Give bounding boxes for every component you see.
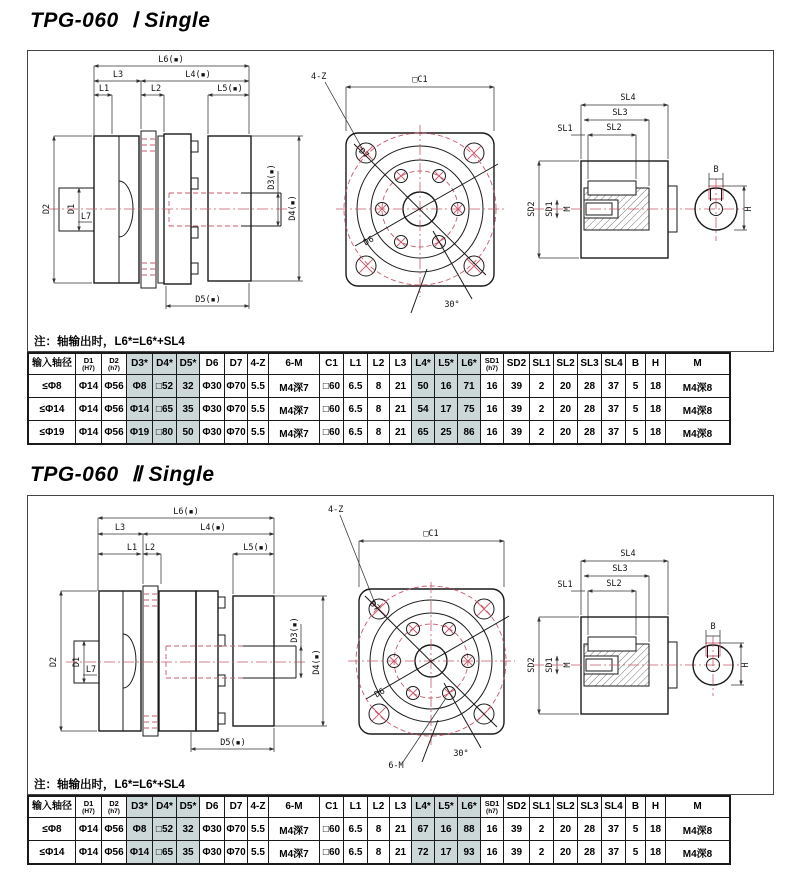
spec-cell: 5.5 (248, 398, 269, 421)
column-header: D1 (H7) (76, 353, 102, 375)
column-header: L6* (458, 353, 481, 375)
spec-cell: Φ19 (127, 421, 153, 445)
spec-cell: 5.5 (248, 841, 269, 865)
column-header: 6-M (269, 796, 320, 818)
column-header: SL2 (554, 353, 578, 375)
dim-label-d5: D5(▪) (195, 295, 221, 305)
header-row (28, 796, 730, 818)
spec-cell: Φ14 (76, 398, 102, 421)
column-header: D2 (h7) (102, 353, 127, 375)
column-header: L5* (435, 796, 458, 818)
dim-label-sd2: SD2 (527, 657, 537, 673)
column-header: L3 (390, 353, 412, 375)
spec-cell: 39 (504, 398, 530, 421)
spec-cell: □60 (320, 421, 344, 445)
column-header: L2 (368, 796, 390, 818)
spec-cell: 2 (530, 841, 554, 865)
dim-label-l4: L4(▪) (185, 70, 211, 80)
spec-cell: 39 (504, 818, 530, 841)
dim-label-4z: 4-Z (311, 72, 327, 82)
spec-cell: Φ30 (200, 421, 225, 445)
column-header: D7 (225, 353, 248, 375)
column-header: D3* (127, 353, 153, 375)
spec-cell: Φ56 (102, 421, 127, 445)
spec-cell: M4深8 (666, 375, 731, 398)
column-header: D7 (225, 796, 248, 818)
spec-cell: 39 (504, 375, 530, 398)
spec-cell: Φ14 (76, 818, 102, 841)
column-header: L4* (412, 353, 435, 375)
column-header: 4-Z (248, 796, 269, 818)
spec-cell: 6.5 (344, 398, 368, 421)
dim-label-h: H (741, 662, 751, 668)
spec-cell: 17 (435, 398, 458, 421)
spec-cell: 5 (626, 375, 646, 398)
column-header: SD2 (504, 796, 530, 818)
spec-cell: □65 (153, 398, 177, 421)
dim-label-sl1: SL1 (557, 124, 573, 134)
dim-label-30deg: 30° (453, 749, 469, 759)
spec-cell: Φ30 (200, 818, 225, 841)
spec-cell: □60 (320, 398, 344, 421)
column-header: SL4 (602, 796, 626, 818)
spec-row (28, 818, 730, 841)
spec-cell: 28 (578, 841, 602, 865)
column-header: D5* (177, 353, 200, 375)
dim-label-d1: D1 (72, 656, 82, 668)
spec-cell: 20 (554, 841, 578, 865)
dim-label-d7: D7 (367, 599, 382, 614)
spec-cell: Φ56 (102, 818, 127, 841)
spec-cell: □65 (153, 841, 177, 865)
spec-cell: 35 (177, 398, 200, 421)
column-header: C1 (320, 353, 344, 375)
spec-cell: Φ56 (102, 841, 127, 865)
column-header: D5* (177, 796, 200, 818)
spec-cell: Φ56 (102, 398, 127, 421)
spec-cell: M4深7 (269, 398, 320, 421)
column-header: H (646, 796, 666, 818)
spec-cell: Φ8 (127, 818, 153, 841)
spec-cell: 39 (504, 841, 530, 865)
spec-cell: □60 (320, 818, 344, 841)
column-header: 6-M (269, 353, 320, 375)
column-header: L5* (435, 353, 458, 375)
dim-label-d6: D6 (362, 234, 376, 249)
spec-cell: Φ8 (127, 375, 153, 398)
dim-label-l1: L1 (126, 543, 138, 553)
front-flange-view-1 (311, 72, 506, 313)
spec-cell: 50 (177, 421, 200, 445)
column-header: L1 (344, 796, 368, 818)
spec-cell: 20 (554, 375, 578, 398)
page-title-tpg060-i: TPG-060 Ⅰ Single (30, 9, 211, 32)
spec-cell: M4深7 (269, 421, 320, 445)
column-header: 输入轴径 (28, 796, 76, 818)
spec-row (28, 421, 730, 445)
column-header: C1 (320, 796, 344, 818)
spec-cell: ≤Φ8 (28, 375, 76, 398)
dim-label-sl2: SL2 (606, 579, 622, 589)
spec-cell: M4深8 (666, 398, 731, 421)
column-header: SL3 (578, 353, 602, 375)
column-header: B (626, 796, 646, 818)
page-title-tpg060-ii: TPG-060 Ⅱ Single (30, 463, 215, 486)
spec-cell: 16 (435, 375, 458, 398)
spec-row (28, 375, 730, 398)
spec-cell: 16 (435, 818, 458, 841)
dim-label-d3: D3(▪) (290, 617, 300, 643)
dim-label-l6: L6(▪) (173, 507, 199, 517)
spec-cell: 5 (626, 398, 646, 421)
dim-label-sd1: SD1 (545, 201, 555, 217)
spec-cell: ≤Φ19 (28, 421, 76, 445)
table-note-2: 注：轴输出时，L6*=L6*+SL4 (34, 779, 185, 791)
dim-label-4z: 4-Z (328, 505, 344, 515)
spec-cell: Φ30 (200, 398, 225, 421)
column-header: D2 (h7) (102, 796, 127, 818)
column-header: SD1 (h7) (481, 796, 504, 818)
spec-cell: 2 (530, 398, 554, 421)
spec-cell: Φ14 (127, 841, 153, 865)
spec-cell: 5 (626, 818, 646, 841)
column-header: SL4 (602, 353, 626, 375)
spec-cell: 86 (458, 421, 481, 445)
technical-drawing-2 (28, 496, 773, 794)
column-header: M (666, 796, 731, 818)
column-header: 输入轴径 (28, 353, 76, 375)
spec-cell: 93 (458, 841, 481, 865)
spec-cell: 32 (177, 818, 200, 841)
dim-label-l4: L4(▪) (200, 523, 226, 533)
dim-label-b: B (710, 622, 716, 632)
spec-row (28, 841, 730, 865)
dim-label-l3: L3 (112, 70, 124, 80)
drawing-area-1 (27, 50, 774, 352)
spec-cell: 37 (602, 841, 626, 865)
spec-cell: □80 (153, 421, 177, 445)
spec-cell: 18 (646, 375, 666, 398)
spec-cell: M4深7 (269, 818, 320, 841)
spec-cell: 67 (412, 818, 435, 841)
spec-cell: 16 (481, 398, 504, 421)
dim-label-d7: D7 (356, 146, 371, 161)
spec-cell: 8 (368, 398, 390, 421)
spec-cell: 18 (646, 398, 666, 421)
spec-cell: 2 (530, 818, 554, 841)
dim-label-sd1: SD1 (545, 657, 555, 673)
dim-label-d2: D2 (42, 203, 52, 215)
column-header: H (646, 353, 666, 375)
spec-cell: 6.5 (344, 421, 368, 445)
spec-cell: M4深7 (269, 841, 320, 865)
spec-cell: 28 (578, 375, 602, 398)
column-header: M (666, 353, 731, 375)
spec-cell: Φ14 (76, 421, 102, 445)
column-header: L2 (368, 353, 390, 375)
spec-cell: Φ14 (76, 375, 102, 398)
spec-cell: 18 (646, 841, 666, 865)
spec-cell: Φ70 (225, 841, 248, 865)
spec-cell: 18 (646, 818, 666, 841)
spec-cell: 6.5 (344, 818, 368, 841)
front-flange-view-2 (328, 505, 515, 771)
spec-cell: 28 (578, 818, 602, 841)
spec-cell: Φ70 (225, 398, 248, 421)
spec-cell: 88 (458, 818, 481, 841)
column-header: L4* (412, 796, 435, 818)
spec-cell: Φ70 (225, 421, 248, 445)
spec-cell: 71 (458, 375, 481, 398)
dim-label-6m: 6-M (388, 761, 404, 771)
spec-cell: 37 (602, 818, 626, 841)
dim-label-l5: L5(▪) (217, 84, 243, 94)
dim-label-d2: D2 (49, 656, 59, 668)
side-section-view-1 (42, 55, 303, 309)
spec-cell: 16 (481, 375, 504, 398)
dim-label-sl3: SL3 (612, 108, 628, 118)
spec-cell: □52 (153, 375, 177, 398)
dim-label-c1: □C1 (412, 75, 428, 85)
dim-label-d3: D3(▪) (267, 164, 277, 190)
spec-cell: 5.5 (248, 375, 269, 398)
spec-cell: □60 (320, 841, 344, 865)
spec-cell: 5 (626, 421, 646, 445)
spec-cell: Φ14 (76, 841, 102, 865)
spec-cell: 2 (530, 421, 554, 445)
spec-cell: 32 (177, 375, 200, 398)
spec-cell: 8 (368, 375, 390, 398)
column-header: L3 (390, 796, 412, 818)
dim-label-c1: □C1 (423, 529, 439, 539)
spec-cell: 16 (481, 818, 504, 841)
column-header: D6 (200, 353, 225, 375)
spec-cell: 50 (412, 375, 435, 398)
spec-cell: 21 (390, 375, 412, 398)
side-section-view-2 (49, 507, 327, 752)
spec-cell: M4深8 (666, 841, 731, 865)
spec-cell: 5.5 (248, 421, 269, 445)
dim-label-l2: L2 (150, 84, 162, 94)
dim-label-sl3: SL3 (612, 564, 628, 574)
spec-cell: ≤Φ14 (28, 841, 76, 865)
dim-label-sl2: SL2 (606, 123, 622, 133)
spec-cell: 20 (554, 818, 578, 841)
spec-cell: 6.5 (344, 841, 368, 865)
spec-cell: 21 (390, 818, 412, 841)
spec-cell: 8 (368, 841, 390, 865)
spec-cell: Φ70 (225, 818, 248, 841)
spec-cell: 28 (578, 398, 602, 421)
dim-label-l2: L2 (144, 543, 156, 553)
spec-cell: 16 (481, 421, 504, 445)
spec-cell: 28 (578, 421, 602, 445)
column-header: D3* (127, 796, 153, 818)
dim-label-sd2: SD2 (527, 201, 537, 217)
dim-label-l5: L5(▪) (243, 543, 269, 553)
dim-label-m: M (563, 206, 573, 212)
column-header: D6 (200, 796, 225, 818)
spec-cell: 75 (458, 398, 481, 421)
dim-label-d4: D4(▪) (312, 649, 322, 675)
column-header: D4* (153, 353, 177, 375)
spec-cell: 35 (177, 841, 200, 865)
spec-cell: 21 (390, 841, 412, 865)
spec-cell: Φ70 (225, 375, 248, 398)
spec-cell: Φ30 (200, 375, 225, 398)
technical-drawing-1 (28, 51, 773, 351)
dim-label-30deg: 30° (444, 300, 460, 310)
spec-cell: 18 (646, 421, 666, 445)
spec-row (28, 398, 730, 421)
spec-cell: 2 (530, 375, 554, 398)
column-header: SL3 (578, 796, 602, 818)
spec-cell: 5 (626, 841, 646, 865)
spec-cell: 37 (602, 375, 626, 398)
spec-cell: Φ30 (200, 841, 225, 865)
output-shaft-view-2 (527, 549, 751, 714)
column-header: L1 (344, 353, 368, 375)
spec-cell: □60 (320, 375, 344, 398)
spec-cell: 25 (435, 421, 458, 445)
spec-cell: M4深8 (666, 421, 731, 445)
spec-cell: 54 (412, 398, 435, 421)
spec-cell: 20 (554, 421, 578, 445)
dim-label-sl4: SL4 (620, 93, 636, 103)
column-header: B (626, 353, 646, 375)
spec-cell: 8 (368, 818, 390, 841)
dim-label-l7: L7 (80, 212, 92, 222)
dim-label-m: M (563, 662, 573, 668)
dim-label-b: B (713, 165, 719, 175)
spec-cell: □52 (153, 818, 177, 841)
spec-cell: 39 (504, 421, 530, 445)
dim-label-d5: D5(▪) (220, 738, 246, 748)
column-header: SL2 (554, 796, 578, 818)
spec-cell: Φ14 (127, 398, 153, 421)
column-header: SL1 (530, 796, 554, 818)
spec-cell: 16 (481, 841, 504, 865)
drawing-area-2 (27, 495, 774, 795)
header-row (28, 353, 730, 375)
spec-cell: 6.5 (344, 375, 368, 398)
spec-cell: Φ56 (102, 375, 127, 398)
dim-label-l7: L7 (85, 665, 97, 675)
spec-cell: 37 (602, 398, 626, 421)
dim-label-d1: D1 (67, 203, 77, 215)
spec-cell: 72 (412, 841, 435, 865)
dim-label-l1: L1 (98, 84, 110, 94)
spec-table-2 (27, 795, 731, 865)
spec-cell: 65 (412, 421, 435, 445)
spec-cell: M4深7 (269, 375, 320, 398)
spec-table-1 (27, 352, 731, 445)
dim-label-h: H (744, 206, 754, 212)
column-header: SL1 (530, 353, 554, 375)
dim-label-l3: L3 (114, 523, 126, 533)
column-header: L6* (458, 796, 481, 818)
spec-cell: 8 (368, 421, 390, 445)
spec-cell: ≤Φ14 (28, 398, 76, 421)
dim-label-l6: L6(▪) (158, 55, 184, 65)
spec-cell: 21 (390, 421, 412, 445)
column-header: 4-Z (248, 353, 269, 375)
column-header: D1 (H7) (76, 796, 102, 818)
spec-cell: 37 (602, 421, 626, 445)
spec-cell: ≤Φ8 (28, 818, 76, 841)
spec-cell: 21 (390, 398, 412, 421)
column-header: D4* (153, 796, 177, 818)
column-header: SD1 (h7) (481, 353, 504, 375)
dim-label-d4: D4(▪) (288, 195, 298, 221)
column-header: SD2 (504, 353, 530, 375)
spec-cell: 17 (435, 841, 458, 865)
spec-cell: 20 (554, 398, 578, 421)
table-note-1: 注：轴输出时，L6*=L6*+SL4 (34, 336, 185, 348)
spec-cell: M4深8 (666, 818, 731, 841)
output-shaft-view-1 (527, 93, 754, 258)
dim-label-sl1: SL1 (557, 580, 573, 590)
spec-cell: 5.5 (248, 818, 269, 841)
dim-label-sl4: SL4 (620, 549, 636, 559)
dim-label-d6: D6 (373, 686, 387, 701)
